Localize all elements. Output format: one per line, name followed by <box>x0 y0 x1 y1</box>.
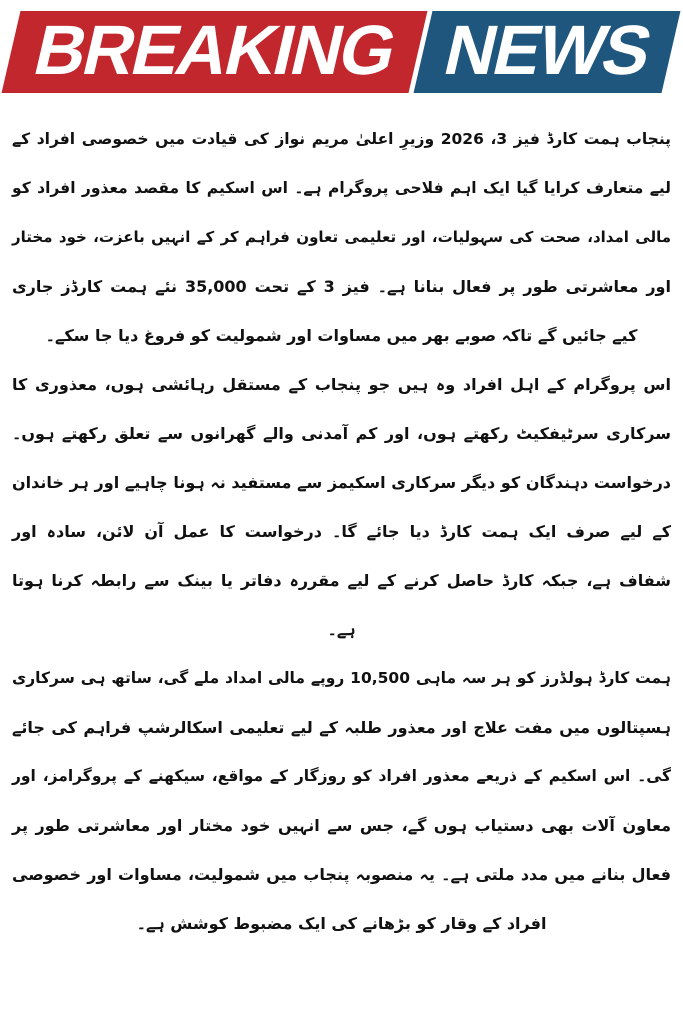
article-line: کے لیے صرف ایک ہمت کارڈ دیا جائے گا۔ درخواست کا عمل آن لائن، سادہ اور <box>12 522 671 541</box>
article-line: درخواست دہندگان کو دیگر سرکاری اسکیمز سے مستفید نہ ہونا چاہیے اور ہر خاندان <box>12 473 671 492</box>
article-paragraph <box>12 360 671 654</box>
article-line: پنجاب ہمت کارڈ فیز 3، 2026 وزیرِ اعلیٰ مریم نواز کی قیادت میں خصوصی افراد کے <box>12 130 671 148</box>
breaking-label: BREAKING <box>27 11 403 89</box>
article-line: اور معاشرتی طور پر فعال بنانا ہے۔ فیز 3 کے تحت 35,000 نئے ہمت کارڈز جاری <box>12 277 671 296</box>
article-line: گی۔ اس اسکیم کے ذریعے معذور افراد کو روزگار کے مواقع، سیکھنے کے پروگرامز، اور <box>12 767 671 785</box>
breaking-news-banner <box>11 11 671 93</box>
article-line: ہے۔ <box>327 620 356 639</box>
news-graphic-page <box>0 11 683 1035</box>
article-line: فعال بنانے میں مدد ملتی ہے۔ یہ منصوبہ پنجاب میں شمولیت، مساوات اور خصوصی <box>12 865 671 884</box>
article-line: افراد کے وقار کو بڑھانے کی ایک مضبوط کوشش ہے۔ <box>136 914 547 933</box>
article-line: ہسپتالوں میں مفت علاج اور معذور طلبہ کے لیے تعلیمی اسکالرشپ فراہم کی جائے <box>12 718 671 737</box>
article-text <box>0 115 683 948</box>
article-paragraph <box>12 115 671 360</box>
article-line: لیے متعارف کرایا گیا ایک اہم فلاحی پروگرام ہے۔ اس اسکیم کا مقصد معذور افراد کو <box>12 179 671 197</box>
news-banner-segment <box>414 11 681 93</box>
article-line: ہمت کارڈ ہولڈرز کو ہر سہ ماہی 10,500 روپے مالی امداد ملے گی، ساتھ ہی سرکاری <box>12 669 671 687</box>
news-label: NEWS <box>437 11 658 89</box>
article-line: مالی امداد، صحت کی سہولیات، اور تعلیمی تعاون فراہم کر کے انہیں باعزت، خود مختار <box>12 228 671 246</box>
article-line: شفاف ہے، جبکہ کارڈ حاصل کرنے کے لیے مقررہ دفاتر یا بینک سے رابطہ کرنا ہوتا <box>12 571 671 590</box>
article-line: اس پروگرام کے اہل افراد وہ ہیں جو پنجاب کے مستقل رہائشی ہوں، معذوری کا <box>12 375 671 394</box>
article-paragraph <box>12 654 671 948</box>
breaking-banner-segment <box>2 11 428 93</box>
article-line: سرکاری سرٹیفکیٹ رکھتے ہوں، اور کم آمدنی والے گھرانوں سے تعلق رکھتے ہوں۔ <box>12 424 671 443</box>
article-line: کیے جائیں گے تاکہ صوبے بھر میں مساوات اور شمولیت کو فروغ دیا جا سکے۔ <box>45 326 638 345</box>
article-line: معاون آلات بھی دستیاب ہوں گے، جس سے انہیں خود مختار اور معاشرتی طور پر <box>12 816 671 835</box>
